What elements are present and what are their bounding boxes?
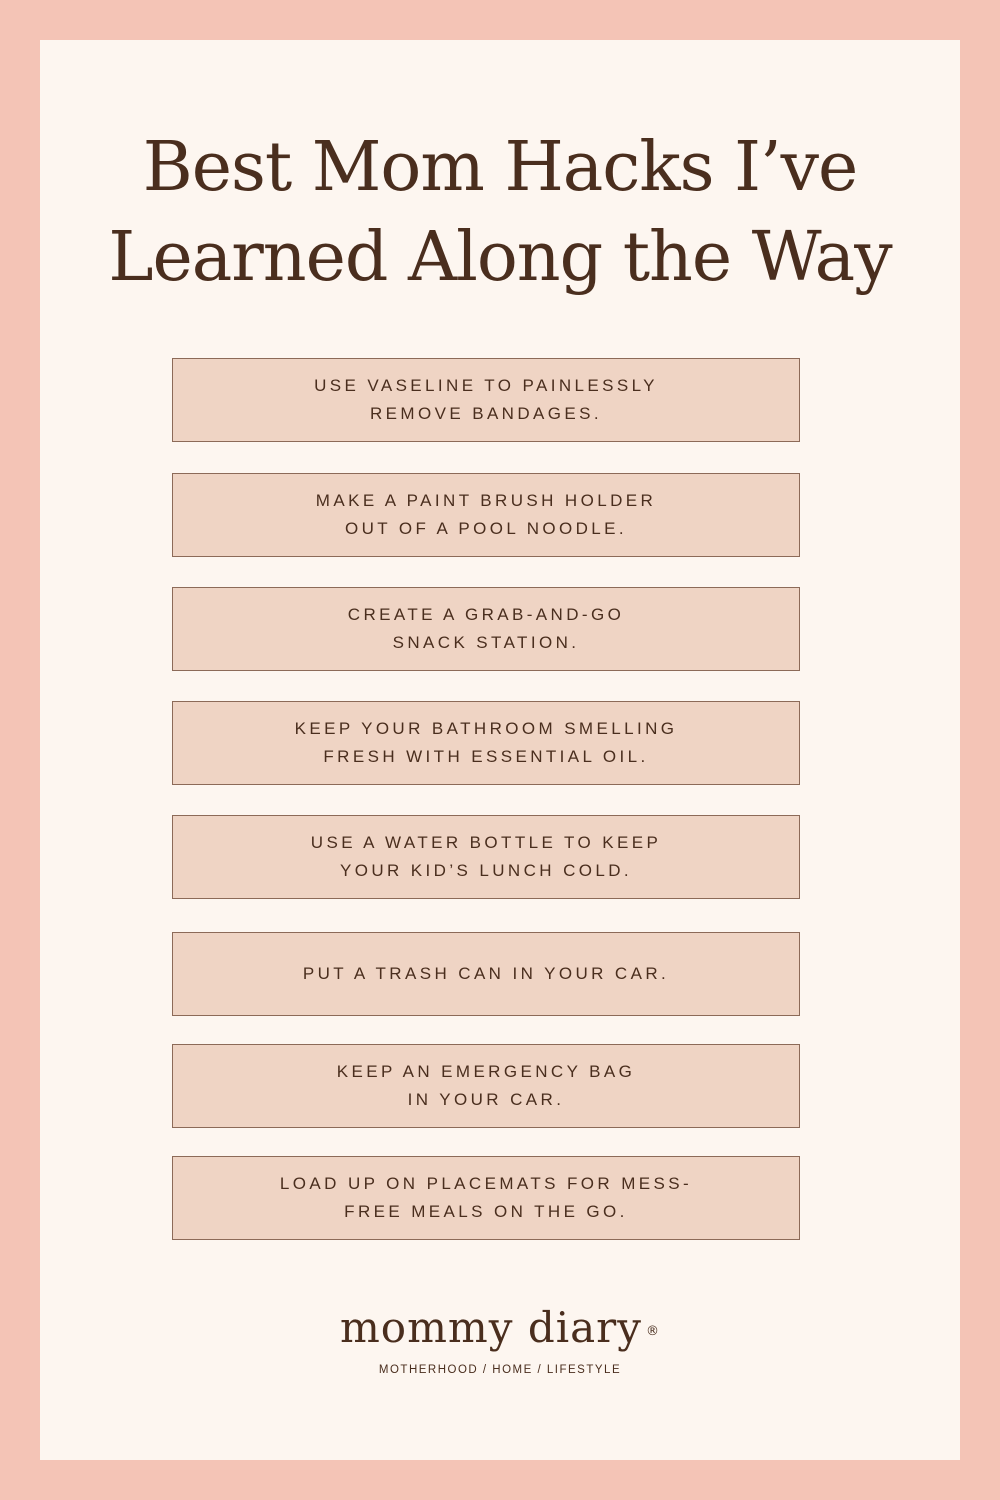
tip-text: MAKE A PAINT BRUSH HOLDER OUT OF A POOL NOODLE. [315,491,657,538]
tip-box [172,358,800,442]
registered-mark: ® [646,1324,660,1339]
tip-text: PUT A TRASH CAN IN YOUR CAR. [302,964,670,983]
tip-text: KEEP YOUR BATHROOM SMELLING FRESH WITH ESSENTIAL OIL. [294,719,678,766]
tip-text: LOAD UP ON PLACEMATS FOR MESS- FREE MEALS ON THE GO. [279,1174,693,1221]
tip-box [172,815,800,899]
page-title-line-2: Learned Along the Way [108,218,892,297]
brand-logo [40,1302,960,1354]
tip-box [172,1044,800,1128]
tip-box [172,701,800,785]
brand-name: mommy diary [339,1303,642,1352]
tip-box [172,473,800,557]
tip-text: USE VASELINE TO PAINLESSLY REMOVE BANDAGES. [314,376,658,423]
content-card [40,40,960,1460]
tip-text: KEEP AN EMERGENCY BAG IN YOUR CAR. [336,1062,636,1109]
tip-box [172,1156,800,1240]
tip-box [172,932,800,1016]
tip-box [172,587,800,671]
tip-text: USE A WATER BOTTLE TO KEEP YOUR KID’S LUNCH COLD. [310,833,662,880]
tip-text: CREATE A GRAB-AND-GO SNACK STATION. [347,605,625,652]
brand-tagline: MOTHERHOOD / HOME / LIFESTYLE [378,1364,622,1376]
page-title-line-1: Best Mom Hacks I’ve [142,128,858,207]
